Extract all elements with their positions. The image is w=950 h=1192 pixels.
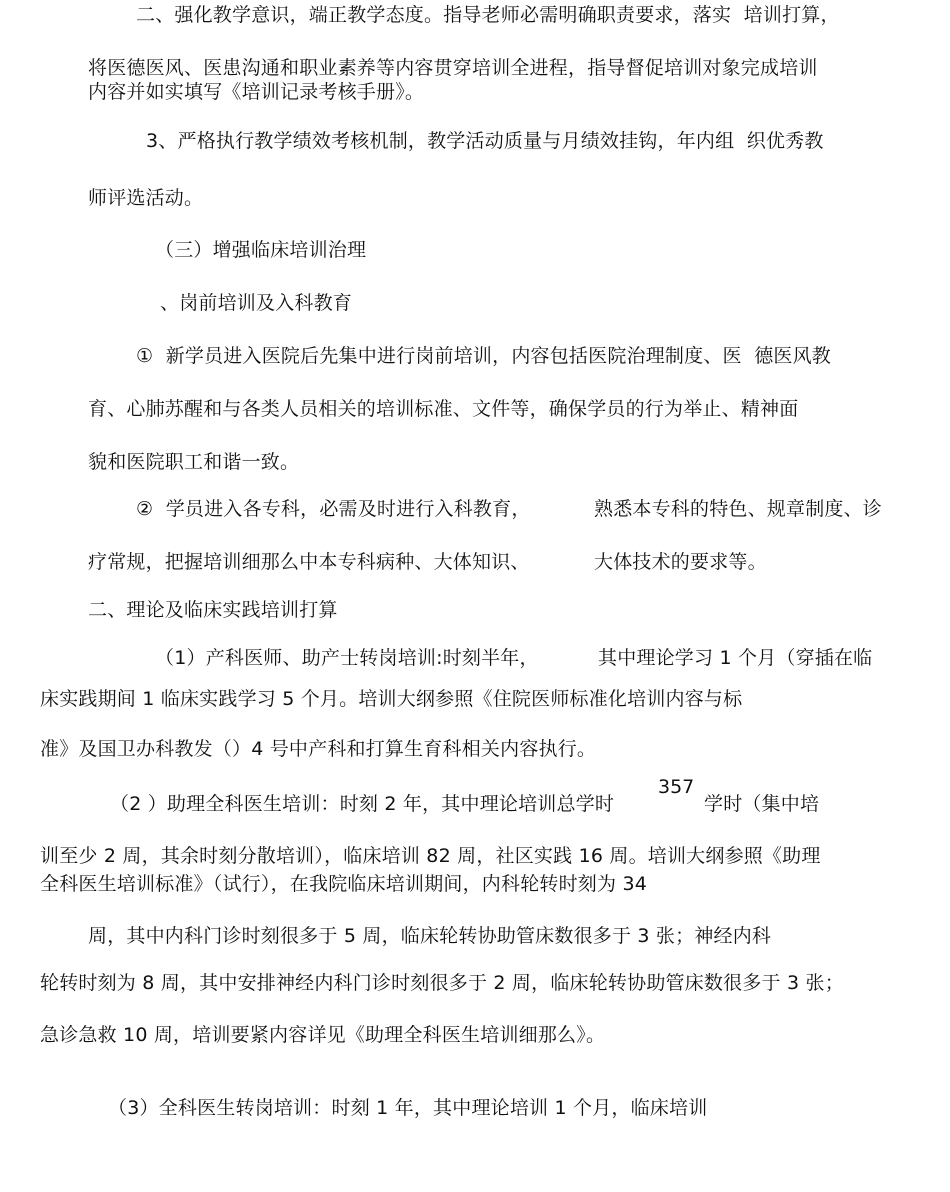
paragraph-line: 师评选活动。 [88,187,204,209]
paragraph-line: 急诊急救 10 周，培训要紧内容详见《助理全科医生培训细那么》。 [40,1024,606,1046]
paragraph-line: 周，其中内科门诊时刻很多于 5 周，临床轮转协助管床数很多于 3 张；神经内科 [88,925,772,947]
paragraph-line: 学时（集中培 [704,793,820,815]
paragraph-line: 貌和医院职工和谐一致。 [88,451,300,473]
paragraph-line: 大体技术的要求等。 [594,551,767,573]
paragraph-line: （2 ）助理全科医生培训：时刻 2 年，其中理论培训总学时 [110,793,615,815]
paragraph-line: 疗常规，把握培训细那么中本专科病种、大体知识、 [88,551,530,573]
paragraph-line: 全科医生培训标准》（试行），在我院临床培训期间，内科轮转时刻为 34 [40,873,648,895]
paragraph-line: 训至少 2 周，其余时刻分散培训），临床培训 82 周，社区实践 16 周。培训大纲参照《助理 [40,845,821,867]
paragraph-line: 内容并如实填写《培训记录考核手册》。 [88,81,425,103]
superscript-number: 357 [658,776,695,798]
paragraph-line: ① 新学员进入医院后先集中进行岗前培训，内容包括医院治理制度、医 德医风教 [136,345,831,367]
section-heading: （三）增强临床培训治理 [155,239,367,261]
section-heading: 二、理论及临床实践培训打算 [88,599,338,621]
subsection-heading: 、岗前培训及入科教育 [160,292,353,314]
paragraph-line: 二、强化教学意识，端正教学态度。指导老师必需明确职责要求，落实 培训打算， [136,4,840,26]
paragraph-line: 准》及国卫办科教发（）4 号中产科和打算生育科相关内容执行。 [40,738,597,760]
paragraph-line: 床实践期间 1 临床实践学习 5 个月。培训大纲参照《住院医师标准化培训内容与标 [40,688,743,710]
paragraph-line: 育、心肺苏醒和与各类人员相关的培训标准、文件等，确保学员的行为举止、精神面 [88,398,799,420]
paragraph-line: 3、严格执行教学绩效考核机制，教学活动质量与月绩效挂钩，年内组 织优秀教 [146,130,824,152]
paragraph-line: 将医德医风、医患沟通和职业素养等内容贯穿培训全进程，指导督促培训对象完成培训 [88,57,818,79]
paragraph-line: 轮转时刻为 8 周，其中安排神经内科门诊时刻很多于 2 周，临床轮转协助管床数很多于 3 张； [40,972,844,994]
paragraph-line: 熟悉本专科的特色、规章制度、诊 [594,498,883,520]
paragraph-line: ② 学员进入各专科，必需及时进行入科教育， [136,498,531,520]
paragraph-line: （1）产科医师、助产士转岗培训:时刻半年， [155,647,539,669]
paragraph-line: （3）全科医生转岗培训：时刻 1 年，其中理论培训 1 个月，临床培训 [108,1097,708,1119]
paragraph-line: 其中理论学习 1 个月（穿插在临 [598,647,873,669]
